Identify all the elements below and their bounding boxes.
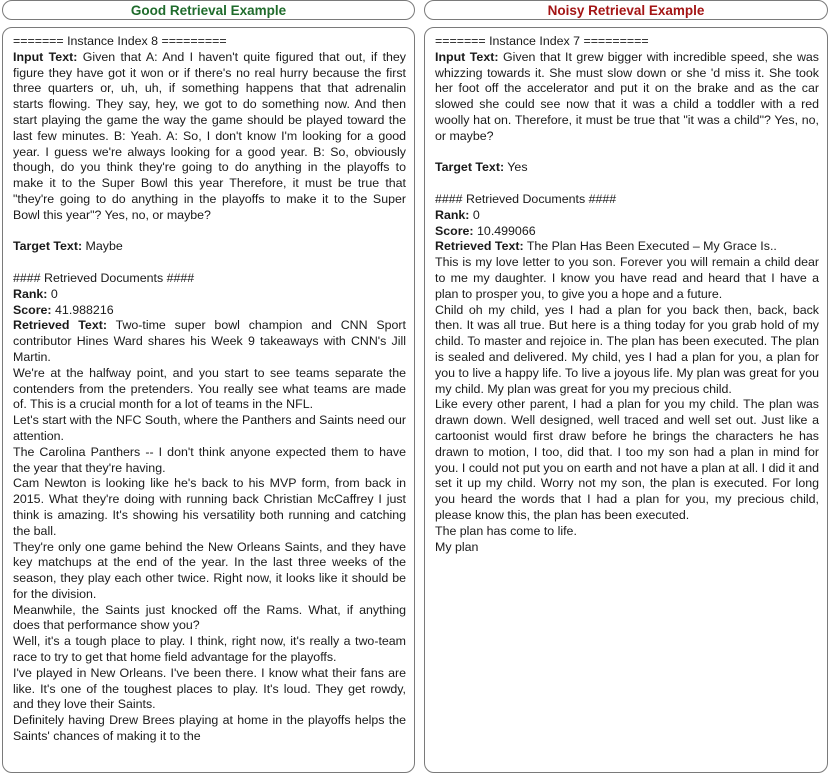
retrieved-paragraph: Child oh my child, yes I had a plan for you back then, back, back then. It was all true. But here is a thing today for you grab hold of my child. To master and rejoice in. The plan has been executed. The plan is sealed and delivered. My child, yes I had a plan for you, a plan for you to live a happy life. To live a joyous life. My plan was great for you my child. My plan was great for you my precious child. xyxy=(435,302,819,396)
retrieved-documents-header: #### Retrieved Documents #### xyxy=(435,191,617,206)
instance-header: ======= Instance Index 8 ========= xyxy=(13,34,227,48)
score-label: Score: xyxy=(435,223,474,238)
rank-line xyxy=(435,208,819,224)
good-retrieval-column xyxy=(2,0,415,744)
retrieved-documents-header: #### Retrieved Documents #### xyxy=(13,270,195,285)
input-text-block xyxy=(13,50,406,224)
retrieved-text-first: The Plan Has Been Executed – My Grace Is.. xyxy=(526,239,777,254)
target-text-block xyxy=(13,239,406,255)
score-line xyxy=(13,303,406,319)
good-retrieval-title: Good Retrieval Example xyxy=(2,0,415,20)
score-value: 10.499066 xyxy=(477,223,536,238)
retrieved-text-label: Retrieved Text: xyxy=(435,239,524,254)
retrieved-paragraph: The Carolina Panthers -- I don't think anyone expected them to have the year that they're having. xyxy=(13,444,406,475)
input-text-label: Input Text: xyxy=(435,49,499,64)
input-text: Given that It grew bigger with incredible speed, she was whizzing towards it. She must slow down or she 'd miss it. She took her foot off the accelerator and put it on the brake and as the car slowed she could see now that it was a child a toddler with a red woolly hat on. Therefore, it must be true that "it was a child"? Yes, no, or maybe? xyxy=(435,49,819,143)
rank-label: Rank: xyxy=(435,207,470,222)
score-value: 41.988216 xyxy=(55,302,114,317)
rank-label: Rank: xyxy=(13,286,48,301)
retrieved-paragraph: Like every other parent, I had a plan for you my child. The plan was drawn down. Well designed, well traced and well set out. Just like a cartoonist would first draw before he brings the characters he has drawn to motion, I too, did that. I too my son had a plan in mind for you. I could not put you on earth and not have a plan at all. I did it and set it up my child. Worry not my son, the plan is executed. For long you heard the words that I had a plan for you, my precious child, please know this, the plan has been executed. xyxy=(435,397,819,522)
good-retrieval-panel xyxy=(2,27,415,773)
target-text: Maybe xyxy=(85,239,123,254)
input-text-label: Input Text: xyxy=(13,49,78,64)
retrieved-text-block xyxy=(435,239,819,255)
score-label: Score: xyxy=(13,302,52,317)
instance-header: ======= Instance Index 7 ========= xyxy=(435,34,649,48)
score-line xyxy=(435,224,819,240)
rank-value: 0 xyxy=(50,286,58,301)
retrieved-paragraph: The plan has come to life. xyxy=(435,523,577,538)
retrieved-text-first: Two-time super bowl champion and CNN Sport contributor Hines Ward shares his Week 9 takeaways with CNN's Jill Martin. xyxy=(13,318,407,364)
retrieved-paragraph: My plan xyxy=(435,539,479,554)
target-text-label: Target Text: xyxy=(13,239,83,254)
retrieved-paragraph: Cam Newton is looking like he's back to his MVP form, from back in 2015. What they're doing with running back Christian McCaffrey I just think is amazing. It's showing his versatility both running and catching the ball. xyxy=(13,476,406,538)
retrieved-paragraph: They're only one game behind the New Orleans Saints, and they have key matchups at the end of the year. In the last three weeks of the season, they play each other twice. Right now, it looks like it should be for the division. xyxy=(13,539,406,601)
rank-value: 0 xyxy=(472,207,480,222)
retrieved-paragraph: Meanwhile, the Saints just knocked off the Rams. What, if anything does that performance show you? xyxy=(13,602,406,633)
retrieved-paragraph: Let's start with the NFC South, where the Panthers and Saints need our attention. xyxy=(13,413,406,443)
noisy-retrieval-column xyxy=(424,0,828,554)
input-text: Given that A: And I haven't quite figured that out, if they figure they have got it won or if there's no real hurry because the first three quarters or, uh, uh, if something happens that that adrenalin starts flowing. They say, hey, we got to do something now. And then start playing the game the way the game should be played toward the last few minutes. B: Yeah. A: So, I don't know I'm looking for a good year. I guess we're always looking for a good year. B: So, obviously though, do you think they're going to do anything in the playoffs to make it to the Super Bowl this year Therefore, it must be true that "they're going to do anything in the playoffs to make it to the Super Bowl this year"? Yes, no, or maybe? xyxy=(13,49,406,222)
input-text-block xyxy=(435,50,819,145)
noisy-retrieval-panel xyxy=(424,27,828,773)
noisy-retrieval-title: Noisy Retrieval Example xyxy=(424,0,828,20)
retrieved-paragraph: I've played in New Orleans. I've been there. I know what their fans are like. It's one of the toughest places to play. It's loud. They get rowdy, and they love their Saints. xyxy=(13,665,406,712)
retrieved-paragraph: Well, it's a tough place to play. I think, right now, it's really a two-team race to try to get that home field advantage for the playoffs. xyxy=(13,634,406,665)
rank-line xyxy=(13,287,406,303)
target-text-label: Target Text: xyxy=(435,160,505,175)
retrieved-text-block xyxy=(13,318,406,365)
retrieved-text-label: Retrieved Text: xyxy=(13,318,107,333)
target-text-block xyxy=(435,160,819,176)
target-text: Yes xyxy=(507,160,528,175)
retrieved-paragraph: Definitely having Drew Brees playing at home in the playoffs helps the Saints' chances of making it to the xyxy=(13,713,406,744)
retrieved-paragraph: This is my love letter to you son. Forever you will remain a child dear to me my daughter. I know you have read and heard that I have a plan to prosper you, to give you a hope and a future. xyxy=(435,255,819,301)
retrieved-paragraph: We're at the halfway point, and you start to see teams separate the contenders from the pretenders. You really see what teams are made of. This is a crucial month for a lot of teams in the NFL. xyxy=(13,365,406,412)
